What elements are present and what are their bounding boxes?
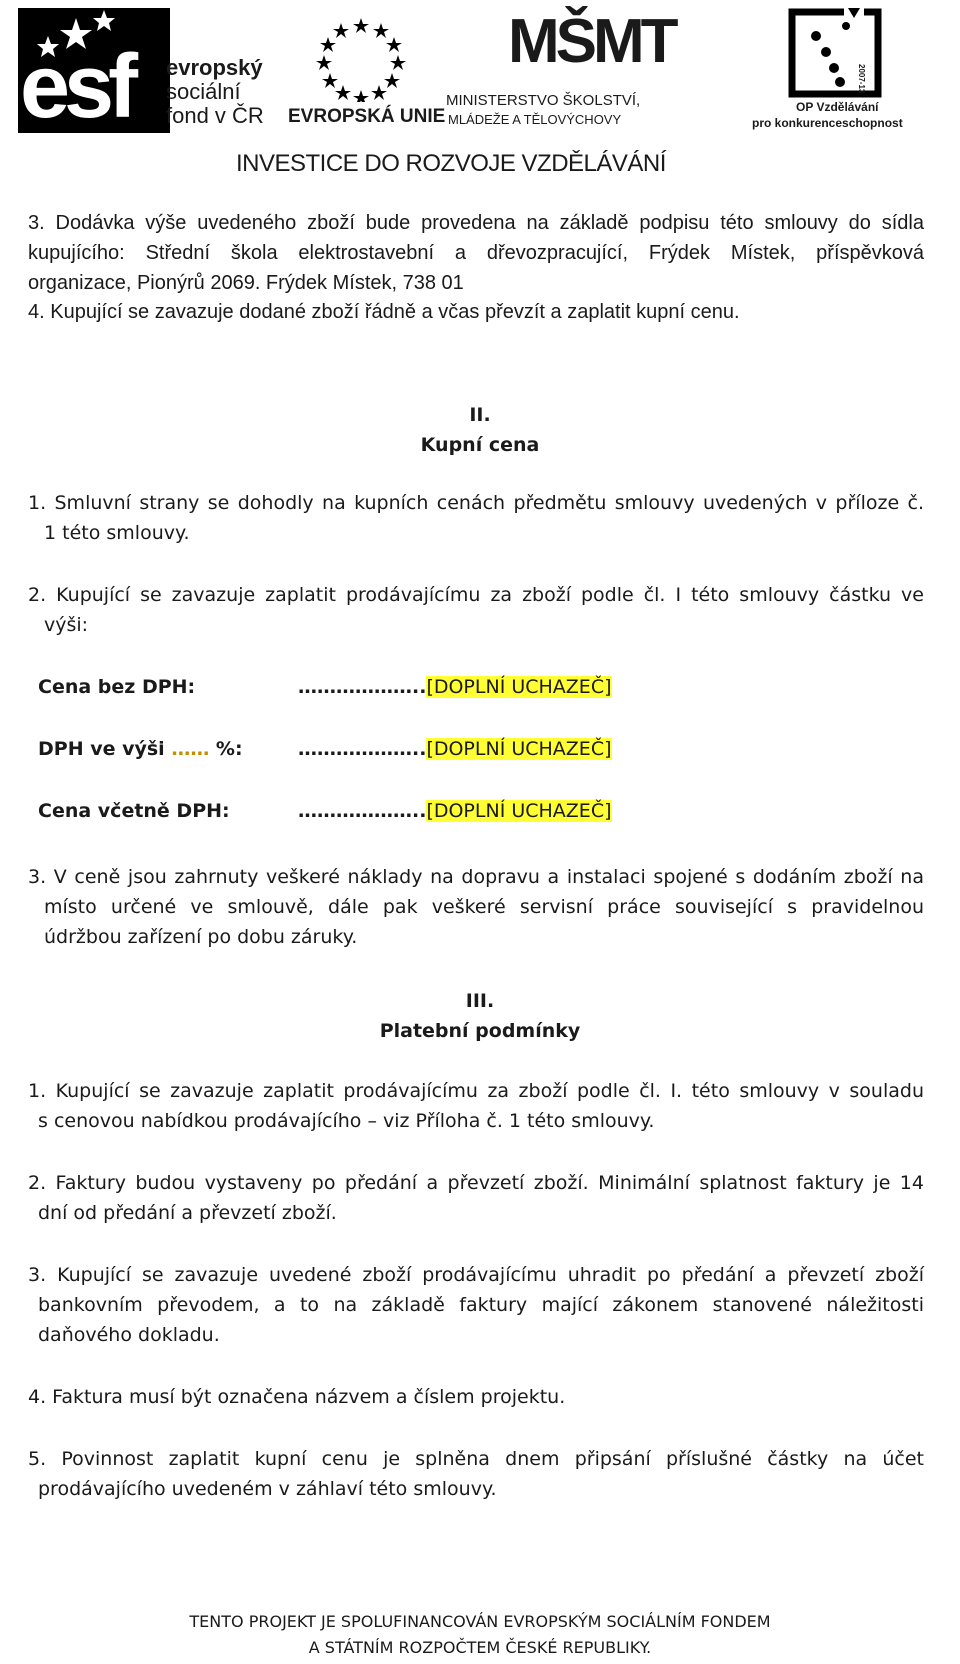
op-emblem-icon	[788, 6, 888, 98]
section-2-p3-line1: 3. V ceně jsou zahrnuty veškeré náklady na dopravu a instalaci spojené s dodáním zboží na	[28, 866, 924, 888]
price-label-net: Cena bez DPH:	[38, 676, 196, 698]
section-3-p3-line3: daňového dokladu.	[38, 1324, 220, 1346]
section-3-p4: 4. Faktura musí být označena názvem a číslem projektu.	[28, 1386, 566, 1408]
vat-label-post: %:	[209, 738, 243, 760]
price-label-vat	[38, 738, 243, 760]
price-label-gross: Cena včetně DPH:	[38, 800, 230, 822]
section-3-p1-line2: s cenovou nabídkou prodávajícího – viz Příloha č. 1 této smlouvy.	[38, 1110, 655, 1132]
msmt-letters: MŠMT	[508, 7, 675, 76]
section-2-p1-line1: 1. Smluvní strany se dohodly na kupních cenách předmětu smlouvy uvedených v příloze č.	[28, 492, 924, 514]
esf-logo	[18, 8, 280, 137]
section-2-title: Kupní cena	[420, 434, 540, 456]
intro-line-2: kupujícího: Střední škola elektrostavební a dřevozpracující, Frýdek Místek, příspěvková	[28, 242, 924, 264]
header-slogan: INVESTICE DO ROZVOJE VZDĚLÁVÁNÍ	[236, 150, 666, 177]
vat-label-pre: DPH ve výši	[38, 738, 172, 760]
section-3-p3-line2: bankovním převodem, a to na základě faktury mající zákonem stanovené náležitosti	[38, 1294, 924, 1316]
op-line2: pro konkurenceschopnost	[752, 116, 903, 130]
price-fill-placeholder: [DOPLNÍ UCHAZEČ]	[426, 676, 612, 698]
footer-line-1: TENTO PROJEKT JE SPOLUFINANCOVÁN EVROPSKÝM SOCIÁLNÍM FONDEM	[189, 1612, 771, 1631]
op-logo	[748, 6, 928, 130]
section-3-number: III.	[465, 990, 495, 1012]
section-2-p3-line2: místo určené ve smlouvě, dále pak veškeré servisní práce související s pravidelnou	[44, 896, 924, 918]
section-2-number: II.	[469, 404, 491, 426]
eu-stars-icon	[288, 4, 434, 102]
msmt-line1: MINISTERSTVO ŠKOLSTVÍ,	[446, 92, 641, 109]
esf-letters: esf	[20, 37, 133, 137]
section-3-p5-line1: 5. Povinnost zaplatit kupní cenu je splněna dnem připsání příslušné částky na účet	[28, 1448, 924, 1470]
section-2-p1-line2: 1 této smlouvy.	[44, 522, 190, 544]
price-fill-placeholder: [DOPLNÍ UCHAZEČ]	[426, 738, 612, 760]
section-3-p3-line1: 3. Kupující se zavazuje uvedené zboží prodávajícímu uhradit po předání a převzetí zboží	[28, 1264, 924, 1286]
footer-line-2: A STÁTNÍM ROZPOČTEM ČESKÉ REPUBLIKY.	[308, 1638, 652, 1657]
intro-line-1: 3. Dodávka výše uvedeného zboží bude provedena na základě podpisu této smlouvy do sídla	[28, 212, 924, 234]
section-3-p1-line1: 1. Kupující se zavazuje zaplatit prodávajícímu za zboží podle čl. I. této smlouvy v souladu	[28, 1080, 924, 1102]
price-dots: ………………..	[298, 676, 427, 698]
esf-line1: evropský	[166, 55, 263, 80]
section-3-title: Platební podmínky	[379, 1020, 581, 1042]
section-2-p2-line1: 2. Kupující se zavazuje zaplatit prodávajícímu za zboží podle čl. I této smlouvy částku ve	[28, 584, 924, 606]
price-dots: ………………..	[298, 800, 427, 822]
eu-logo	[288, 4, 446, 128]
intro-line-3: organizace, Pionýrů 2069. Frýdek Místek, 738 01	[28, 272, 464, 294]
msmt-line2: MLÁDEŽE A TĚLOVÝCHOVY	[448, 112, 622, 127]
esf-line3: fond v ČR	[166, 103, 264, 128]
section-3-p5-line2: prodávajícího uvedeném v záhlaví této smlouvy.	[38, 1478, 497, 1500]
price-fill-placeholder: [DOPLNÍ UCHAZEČ]	[426, 800, 612, 822]
intro-line-4: 4. Kupující se zavazuje dodané zboží řádně a včas převzít a zaplatit kupní cenu.	[28, 301, 740, 323]
op-line1: OP Vzdělávání	[796, 100, 879, 114]
section-2-p3-line3: údržbou zařízení po dobu záruky.	[44, 926, 358, 948]
section-3-p2-line2: dní od předání a převzetí zboží.	[38, 1202, 337, 1224]
op-years: 2007-13	[857, 64, 866, 94]
esf-line2: sociální	[166, 79, 241, 104]
section-2-p2-line2: výši:	[44, 614, 89, 636]
eu-label: EVROPSKÁ UNIE	[288, 106, 446, 127]
section-3-p2-line1: 2. Faktury budou vystaveny po předání a převzetí zboží. Minimální splatnost faktury je 14	[28, 1172, 924, 1194]
msmt-logo	[444, 4, 704, 128]
vat-rate-dots: ……	[171, 738, 210, 760]
price-dots: ………………..	[298, 738, 427, 760]
